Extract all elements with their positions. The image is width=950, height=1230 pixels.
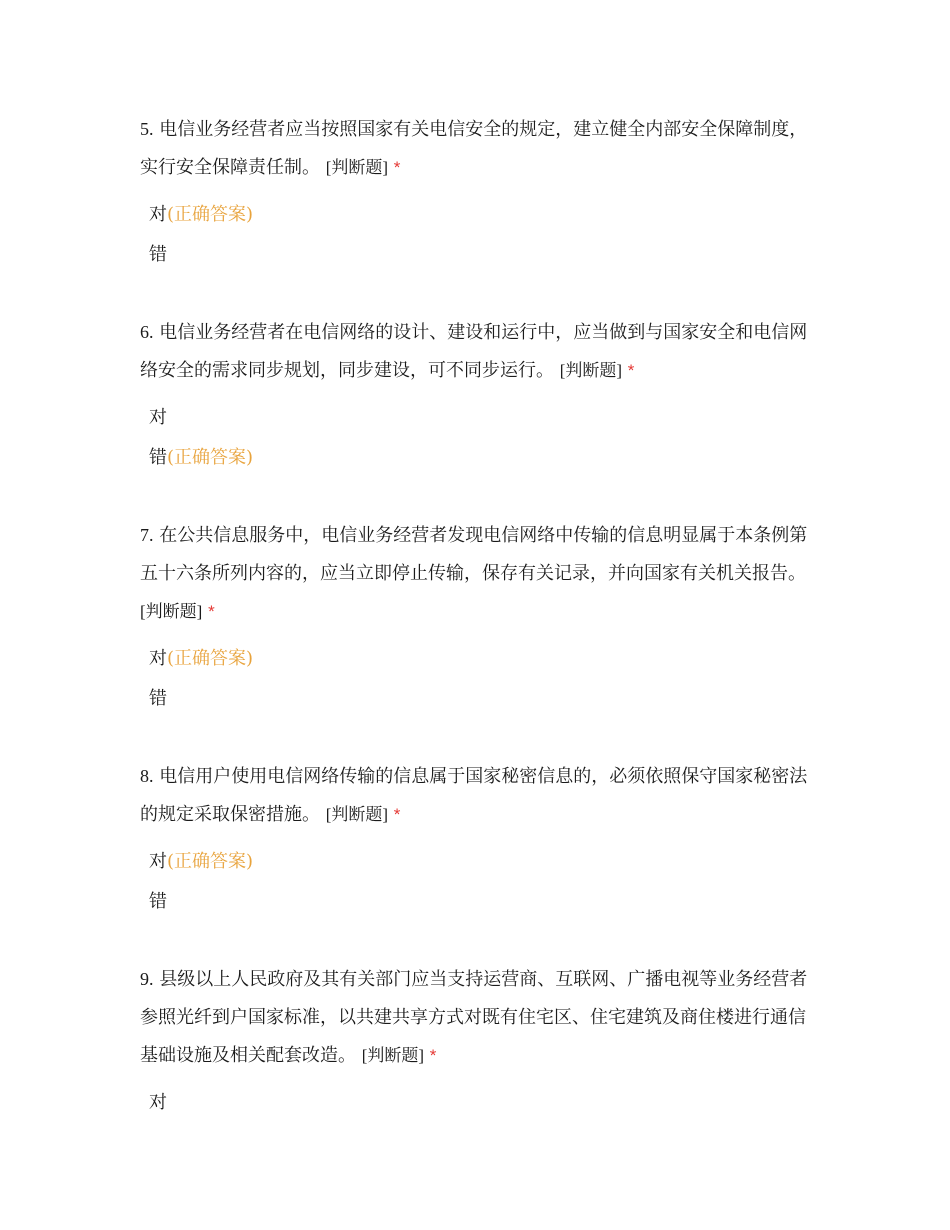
- question-type: [判断题]: [140, 602, 203, 621]
- question-type: [判断题]: [559, 361, 623, 380]
- option-true[interactable]: [149, 195, 812, 235]
- question-text: [140, 960, 812, 1075]
- question-type: [判断题]: [325, 805, 389, 824]
- question-spacer: [140, 275, 812, 313]
- correct-answer-note: (正确答案): [167, 648, 254, 669]
- question-body: 县级以上人民政府及其有关部门应当支持运营商、互联网、广播电视等业务经营者参照光纤到户国家标准，以共建共享方式对既有住宅区、住宅建筑及商住楼进行通信基础设施及相关配套改造。: [140, 969, 808, 1066]
- question-body: 在公共信息服务中，电信业务经营者发现电信网络中传输的信息明显属于本条例第五十六条所列内容的，应当立即停止传输，保存有关记录，并向国家有关机关报告。: [140, 525, 808, 584]
- question-number: 8.: [140, 766, 154, 786]
- question-9: [140, 960, 812, 1123]
- required-marker: *: [393, 805, 401, 824]
- option-label: 错: [149, 244, 167, 265]
- question-body: 电信业务经营者应当按照国家有关电信安全的规定，建立健全内部安全保障制度，实行安全保障责任制。: [140, 119, 808, 178]
- question-number: 5.: [140, 119, 154, 139]
- option-list: [140, 1083, 812, 1123]
- question-number: 6.: [140, 322, 154, 342]
- question-number: 7.: [140, 525, 154, 545]
- question-text: [140, 313, 812, 390]
- quiz-page: [140, 110, 812, 1123]
- option-false[interactable]: [149, 235, 812, 275]
- question-5: [140, 110, 812, 275]
- option-list: [140, 639, 812, 719]
- option-true[interactable]: [149, 842, 812, 882]
- question-6: [140, 313, 812, 478]
- option-label: 错: [149, 891, 167, 912]
- correct-answer-note: (正确答案): [167, 851, 254, 872]
- option-label: 对: [149, 204, 167, 225]
- question-7: [140, 516, 812, 719]
- correct-answer-note: (正确答案): [167, 447, 254, 468]
- option-true[interactable]: [149, 639, 812, 679]
- option-true[interactable]: [149, 1083, 812, 1123]
- option-false[interactable]: [149, 438, 812, 478]
- required-marker: *: [429, 1046, 437, 1065]
- option-false[interactable]: [149, 679, 812, 719]
- option-list: [140, 398, 812, 478]
- option-list: [140, 195, 812, 275]
- question-body: 电信用户使用电信网络传输的信息属于国家秘密信息的，必须依照保守国家秘密法的规定采取保密措施。: [140, 766, 808, 825]
- required-marker: *: [393, 158, 401, 177]
- question-text: [140, 110, 812, 187]
- option-true[interactable]: [149, 398, 812, 438]
- question-text: [140, 516, 812, 631]
- option-label: 对: [149, 1092, 167, 1113]
- option-label: 错: [149, 447, 167, 468]
- required-marker: *: [208, 602, 215, 621]
- question-body: 电信业务经营者在电信网络的设计、建设和运行中，应当做到与国家安全和电信网络安全的需求同步规划，同步建设，可不同步运行。: [140, 322, 808, 381]
- question-8: [140, 757, 812, 922]
- option-list: [140, 842, 812, 922]
- required-marker: *: [627, 361, 635, 380]
- question-type: [判断题]: [361, 1046, 425, 1065]
- option-label: 错: [149, 688, 167, 709]
- question-type: [判断题]: [325, 158, 389, 177]
- question-number: 9.: [140, 969, 154, 989]
- option-false[interactable]: [149, 882, 812, 922]
- question-spacer: [140, 478, 812, 516]
- question-spacer: [140, 922, 812, 960]
- question-text: [140, 757, 812, 834]
- question-spacer: [140, 719, 812, 757]
- option-label: 对: [149, 648, 167, 669]
- correct-answer-note: (正确答案): [167, 204, 254, 225]
- option-label: 对: [149, 407, 167, 428]
- option-label: 对: [149, 851, 167, 872]
